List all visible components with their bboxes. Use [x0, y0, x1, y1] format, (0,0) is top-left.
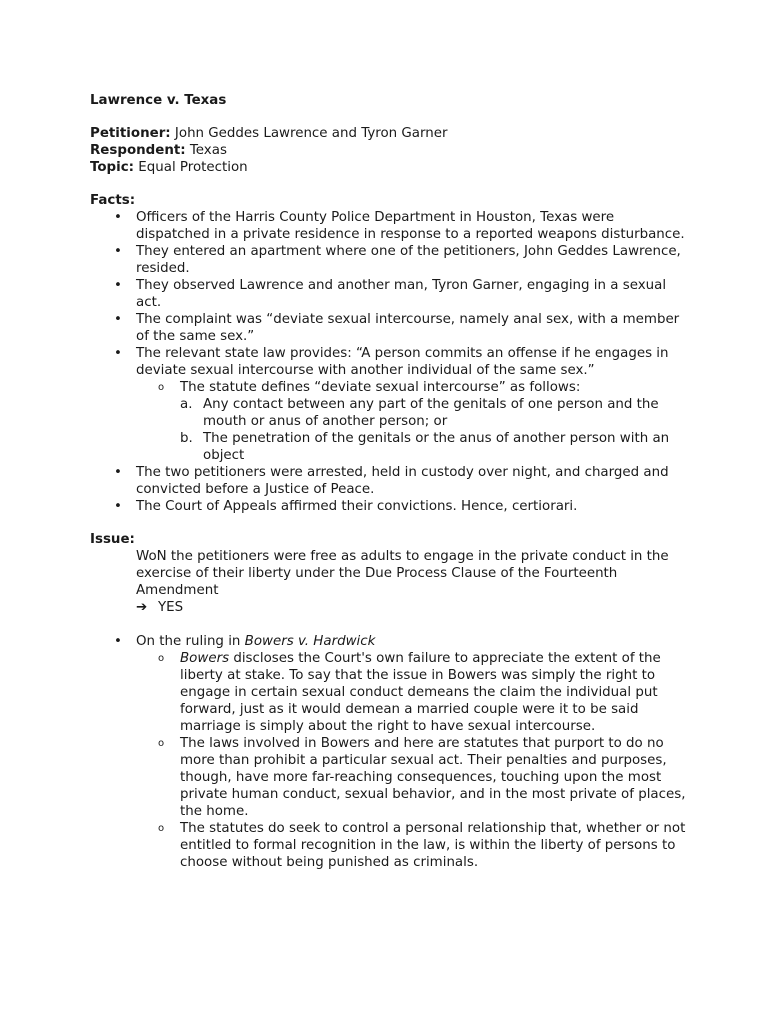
respondent-line — [90, 142, 690, 159]
sub-list-item: o The laws involved in Bowers and here are statutes that purport to do no more than prohibit a particular sexual act. Their penalties and purposes, though, have more far-reaching consequences, touching upon the most private human conduct, sexual behavior, and in the most private of places, the home. — [158, 736, 686, 819]
lettered-item-a: a. Any contact between any part of the genitals of one person and the mouth or anus of another person; or — [180, 397, 659, 429]
topic-value: Equal Protection — [138, 160, 248, 175]
list-item: • The complaint was “deviate sexual intercourse, namely anal sex, with a member of the same sex.” — [114, 312, 680, 344]
sub-list-item: o The statutes do seek to control a personal relationship that, whether or not entitled to formal recognition in the law, is within the liberty of persons to choose without being punished as criminals. — [158, 821, 686, 870]
issue-answer — [90, 599, 690, 616]
bullet-dot: • — [114, 465, 122, 480]
issue-heading: Issue: — [90, 532, 135, 547]
bullet-dot: • — [114, 312, 122, 327]
bullet-dot: • — [114, 346, 122, 361]
arrow-right-icon: ➔ — [136, 600, 148, 615]
facts-heading: Facts: — [90, 193, 136, 208]
bullet-dot: • — [114, 210, 122, 225]
bullet-dot: • — [114, 278, 122, 293]
bullet-circle: o — [158, 382, 165, 393]
list-item: • On the ruling in Bowers v. Hardwick — [114, 634, 376, 649]
petitioner-value: John Geddes Lawrence and Tyron Garner — [174, 126, 448, 141]
lettered-item-b: b. The penetration of the genitals or the anus of another person with an object — [180, 431, 670, 463]
respondent-value: Texas — [189, 143, 227, 158]
facts-list-continued — [90, 464, 690, 515]
list-item: • The relevant state law provides: “A person commits an offense if he engages in deviate sexual intercourse with another individual of the same sex.” — [114, 346, 669, 378]
bullet-circle: o — [158, 823, 165, 834]
document-page — [90, 92, 690, 871]
sub-list-item: o Bowers discloses the Court's own failure to appreciate the extent of the liberty at stake. To say that the issue in Bowers was simply the right to engage in certain sexual conduct demeans the claim the individual put forward, just as it would demean a married couple were it to be said marriage is simply about the right to have sexual intercourse. — [158, 651, 661, 734]
ruling-list — [90, 633, 690, 650]
topic-line — [90, 159, 690, 176]
bullet-dot: • — [114, 244, 122, 259]
list-item: • The Court of Appeals affirmed their convictions. Hence, certiorari. — [114, 499, 578, 514]
petitioner-line — [90, 125, 690, 142]
document-title: Lawrence v. Texas — [90, 93, 227, 108]
list-item: • The two petitioners were arrested, held in custody over night, and charged and convicted before a Justice of Peace. — [114, 465, 669, 497]
topic-label: Topic: — [90, 160, 135, 175]
respondent-label: Respondent: — [90, 143, 186, 158]
bullet-circle: o — [158, 738, 165, 749]
list-item: • Officers of the Harris County Police Department in Houston, Texas were dispatched in a private residence in response to a reported weapons disturbance. — [114, 210, 685, 242]
list-item: • They entered an apartment where one of the petitioners, John Geddes Lawrence, resided. — [114, 244, 681, 276]
bullet-dot: • — [114, 499, 122, 514]
answer-text: YES — [158, 600, 184, 615]
facts-list — [90, 209, 690, 379]
petitioner-label: Petitioner: — [90, 126, 171, 141]
issue-text: WoN the petitioners were free as adults to engage in the private conduct in the exercise of their liberty under the Due Process Clause of the Fourteenth Amendment — [136, 549, 669, 598]
bullet-circle: o — [158, 653, 165, 664]
case-name: Bowers v. Hardwick — [244, 634, 376, 649]
sub-list-item: o The statute defines “deviate sexual intercourse” as follows: — [158, 380, 581, 395]
bullet-dot: • — [114, 634, 122, 649]
list-item: • They observed Lawrence and another man, Tyron Garner, engaging in a sexual act. — [114, 278, 667, 310]
